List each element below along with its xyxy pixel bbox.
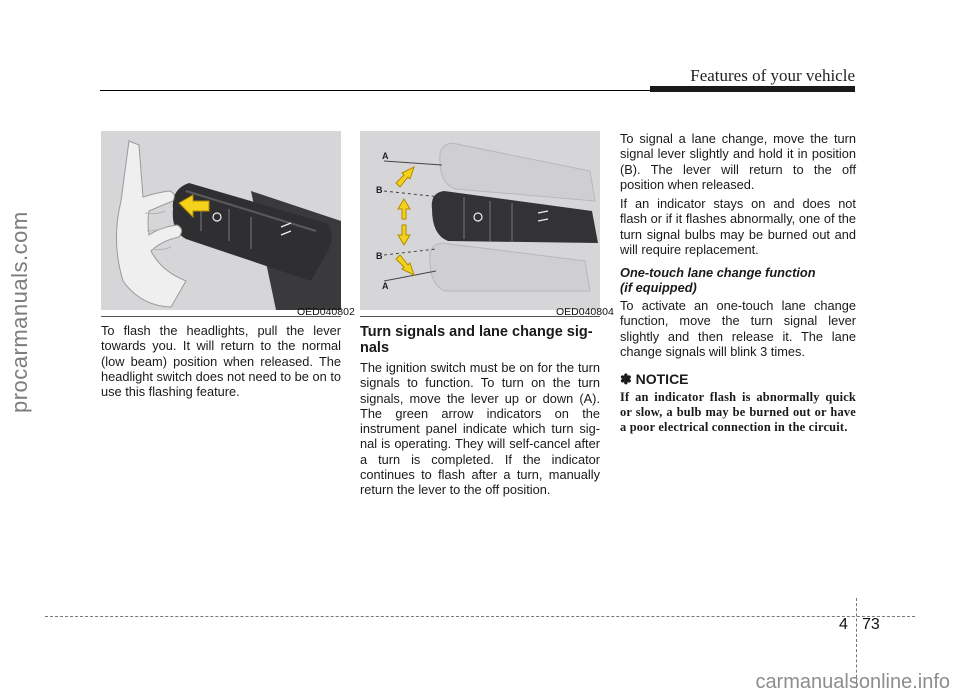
page-header-title: Features of your vehicle — [690, 66, 855, 85]
figure-code: OED040804 — [556, 306, 614, 318]
footer-rule — [45, 616, 915, 617]
lane-change-paragraph: To signal a lane change, move the turn signal lever slightly and hold it in position (B). The lever will return to the off position when released. — [620, 131, 856, 192]
headlight-flash-paragraph: To flash the headlights, pull the lever towards you. It will return to the normal (low beam) position when released. The headlight switch does not need to be on to use this flashing feature. — [101, 323, 341, 400]
notice-icon: ✽ — [620, 371, 632, 387]
section-number: 4 — [839, 616, 848, 633]
side-watermark: procarmanuals.com — [7, 211, 32, 413]
indicator-paragraph: If an indicator stays on and does not flash or if it flashes abnormally, one of the turn signal bulbs may be burned out and will require replacement. — [620, 196, 856, 257]
turn-signal-illustration — [360, 131, 600, 310]
header-bar — [650, 86, 855, 92]
page-number: 73 — [862, 616, 880, 633]
figure-label-a-top: A — [382, 151, 389, 161]
headlight-flash-illustration — [101, 131, 341, 310]
bottom-watermark: carmanualsonline.info — [755, 671, 950, 693]
turn-signals-heading-line1: Turn signals and lane change sig- — [360, 324, 593, 340]
figure-label-a-bottom: A — [382, 281, 389, 291]
turn-signals-heading-line2: nals — [360, 340, 390, 356]
notice-heading — [620, 371, 689, 388]
figure-turn-signal — [360, 131, 600, 310]
one-touch-paragraph: To activate an one-touch lane change function, move the turn signal lever slightly and then release it. The lane change signals will blink 3 times. — [620, 298, 856, 359]
turn-signals-paragraph: The ignition switch must be on for the turn signals to function. To turn on the turn signals, move the lever up or down (A). The green arrow indicators on the instrument panel indicate which turn sig-nal is operating. They will self-cancel after a turn is completed. If the indicator continues to flash after a turn, manually return the lever to the off position. — [360, 360, 600, 498]
figure-code: OED040802 — [297, 306, 355, 318]
figure-label-b-bottom: B — [376, 251, 383, 261]
one-touch-heading-line1: One-touch lane change function — [620, 265, 816, 280]
notice-title: NOTICE — [635, 371, 689, 387]
turn-signals-heading — [360, 324, 600, 356]
one-touch-heading-line2: (if equipped) — [620, 280, 697, 295]
figure-label-b-top: B — [376, 185, 383, 195]
one-touch-heading — [620, 265, 856, 295]
figure-headlight-flash — [101, 131, 341, 310]
notice-body: If an indicator flash is abnormally quick or slow, a bulb may be burned out or have a poor electrical connection in the circuit. — [620, 390, 856, 434]
